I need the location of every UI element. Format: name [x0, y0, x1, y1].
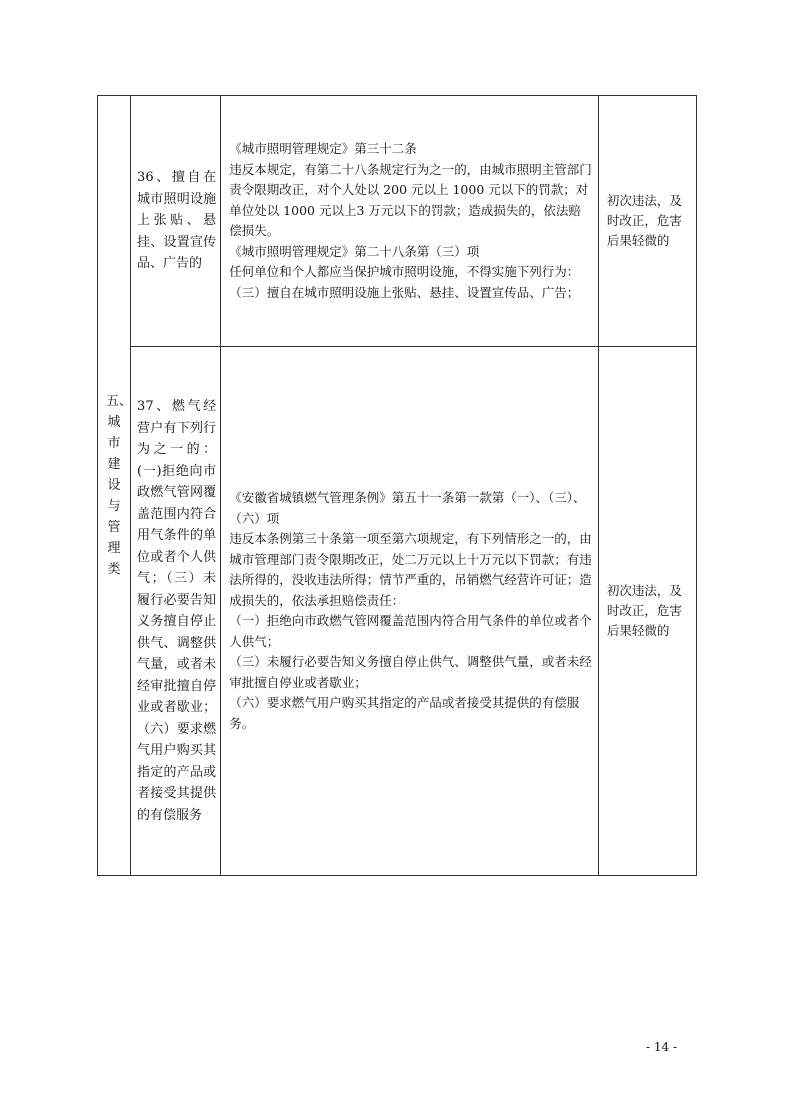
category-cell [98, 96, 131, 876]
item-cell [131, 96, 221, 347]
basis-paragraph: 违反本条例第三十条第一项至第六项规定，有下列情形之一的，由城市管理部门责令限期改正，处二万元以上十万元以下罚款；有违法所得的，没收违法所得；情节严重的，吊销燃气经营许可证；造成损失的，依法承担赔偿责任： [229, 531, 592, 608]
condition-cell [598, 96, 696, 347]
condition-cell [598, 347, 696, 876]
basis-paragraph: （六）要求燃气用户购买其指定的产品或者接受其提供的有偿服务。 [229, 695, 580, 731]
legal-basis-text [221, 488, 598, 734]
legal-basis-cell [221, 96, 599, 347]
condition-text: 初次违法，及时改正，危害后果轻微的 [606, 583, 682, 638]
table-row [98, 96, 697, 347]
page-number: - 14 - [645, 1040, 677, 1054]
basis-paragraph: （一）拒绝向市政燃气管网覆盖范围内符合用气条件的单位或者个人供气； [229, 613, 592, 649]
basis-paragraph: 《城市照明管理规定》第三十二条 [229, 141, 417, 156]
penalty-exemption-table [97, 95, 697, 876]
category-label: 五、城市建设与管理类 [106, 394, 133, 577]
basis-paragraph: 《城市照明管理规定》第二十八条第（三）项 [229, 243, 480, 259]
legal-basis-cell [221, 347, 599, 876]
basis-paragraph: 任何单位和个人都应当保护城市照明设施，不得实施下列行为： [229, 264, 580, 279]
table-row [98, 347, 697, 876]
basis-paragraph: 违反本规定，有第二十八条规定行为之一的，由城市照明主管部门责令限期改正，对个人处以 200 元以上 1000 元以下的罚款；对单位处以 1000 元以上3 万元以下的罚款；造成损失的，依法赔偿损失。 [229, 161, 592, 238]
item-description: 36、擅自在城市照明设施上张贴、悬挂、设置宣传品、广告的 [137, 170, 217, 272]
condition-text: 初次违法，及时改正，危害后果轻微的 [606, 193, 682, 248]
legal-basis-text [221, 139, 598, 303]
basis-paragraph: 《安徽省城镇燃气管理条例》第五十一条第一款第（一）、（三）、（六）项 [229, 490, 586, 526]
basis-paragraph: （三）未履行必要告知义务擅自停止供气、调整供气量，或者未经审批擅自停业或者歇业； [229, 654, 592, 690]
item-cell [131, 347, 221, 876]
item-description: 37、燃气经营户有下列行为之一的：(一)拒绝向市政燃气管网覆盖范围内符合用气条件的单位或者个人供气；（三）未履行必要告知义务擅自停止供气、调整供气量，或者未经审批擅自停业或者歇业；（六）要求燃气用户购买其指定的产品或者接受其提供的有偿服务 [137, 399, 217, 823]
basis-paragraph: （三）擅自在城市照明设施上张贴、悬挂、设置宣传品、广告； [229, 284, 580, 300]
